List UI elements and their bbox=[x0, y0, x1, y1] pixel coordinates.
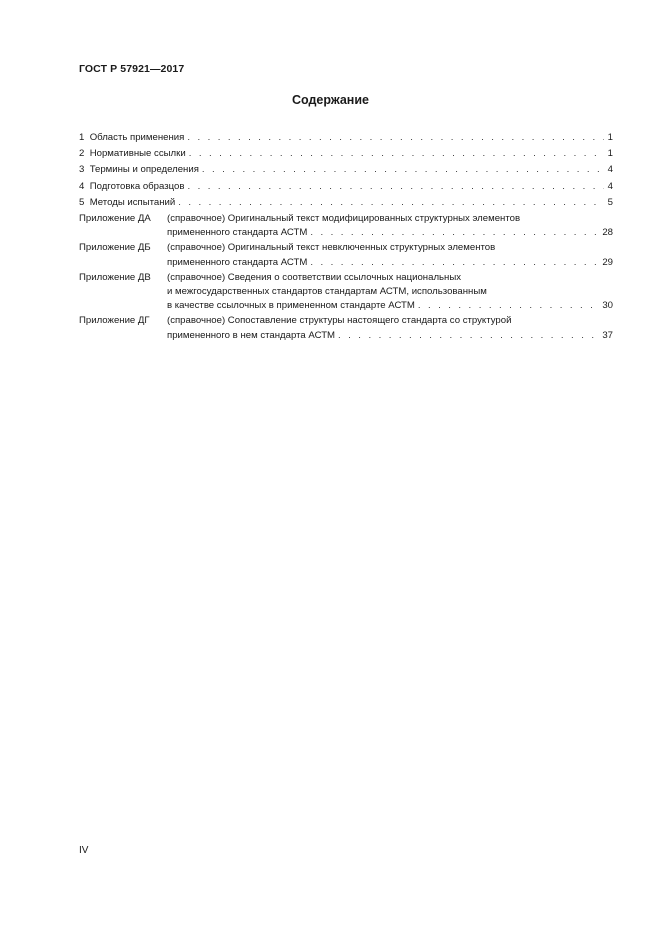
toc-entry-appendix-db[interactable] bbox=[79, 241, 613, 269]
section-number: 3 bbox=[79, 164, 85, 176]
section-number: 5 bbox=[79, 196, 85, 208]
toc-entry-appendix-dv[interactable] bbox=[79, 271, 613, 314]
section-number: 4 bbox=[79, 180, 85, 192]
toc-entry-appendix-da[interactable] bbox=[79, 212, 613, 240]
page-number: 29 bbox=[602, 256, 613, 268]
appendix-title-line: (справочное) Оригинальный текст невключенных структурных элементов bbox=[167, 242, 496, 254]
appendix-title-line: и межгосударственных стандартов стандартам АСТМ, использованным bbox=[167, 286, 487, 298]
toc-entry-section-2[interactable] bbox=[79, 147, 613, 161]
document-code: ГОСТ Р 57921—2017 bbox=[79, 63, 185, 75]
leader-dots bbox=[189, 147, 604, 161]
section-title: Методы испытаний bbox=[89, 196, 176, 208]
toc-title: Содержание bbox=[291, 93, 369, 107]
appendix-title-line: примененного в нем стандарта АСТМ bbox=[167, 329, 336, 341]
footer-page-number: IV bbox=[79, 845, 89, 856]
page-number: 30 bbox=[602, 300, 613, 312]
appendix-title-line: в качестве ссылочных в примененном стандарте АСТМ bbox=[167, 300, 415, 312]
table-of-contents bbox=[79, 131, 613, 343]
section-title: Нормативные ссылки bbox=[89, 148, 186, 160]
leader-dots bbox=[187, 180, 603, 194]
appendix-title-line: примененного стандарта АСТМ bbox=[167, 227, 308, 239]
appendix-title-line: (справочное) Оригинальный текст модифицированных структурных элементов bbox=[167, 213, 521, 225]
page-number: 1 bbox=[607, 148, 613, 160]
page-number: 4 bbox=[607, 180, 613, 192]
page-number: 4 bbox=[607, 164, 613, 176]
leader-dots bbox=[310, 256, 598, 270]
section-number: 2 bbox=[79, 148, 85, 160]
appendix-title-line: (справочное) Сопоставление структуры настоящего стандарта со структурой bbox=[167, 315, 512, 327]
page-number: 5 bbox=[607, 196, 613, 208]
appendix-label: Приложение ДА bbox=[79, 213, 151, 225]
page-number: 1 bbox=[607, 132, 613, 143]
appendix-label: Приложение ДБ bbox=[79, 242, 151, 254]
leader-dots bbox=[338, 329, 598, 343]
toc-entry-section-5[interactable] bbox=[79, 196, 613, 210]
section-title: Подготовка образцов bbox=[89, 180, 185, 192]
toc-entry-section-1[interactable] bbox=[79, 131, 613, 145]
toc-entry-appendix-dg[interactable] bbox=[79, 314, 613, 342]
page-number: 28 bbox=[602, 227, 613, 239]
leader-dots bbox=[310, 226, 598, 240]
section-title: Область применения bbox=[89, 132, 185, 143]
page-number: 37 bbox=[602, 329, 613, 341]
leader-dots bbox=[418, 299, 598, 313]
section-number: 1 bbox=[79, 132, 85, 143]
appendix-title-line: (справочное) Сведения о соответствии ссылочных национальных bbox=[167, 271, 462, 283]
leader-dots bbox=[187, 131, 603, 145]
leader-dots bbox=[178, 196, 603, 210]
appendix-title-line: примененного стандарта АСТМ bbox=[167, 256, 308, 268]
appendix-label: Приложение ДГ bbox=[79, 315, 150, 327]
leader-dots bbox=[202, 163, 604, 177]
section-title: Термины и определения bbox=[89, 164, 199, 176]
toc-entry-section-4[interactable] bbox=[79, 180, 613, 194]
toc-entry-section-3[interactable] bbox=[79, 163, 613, 177]
appendix-label: Приложение ДВ bbox=[79, 271, 151, 283]
